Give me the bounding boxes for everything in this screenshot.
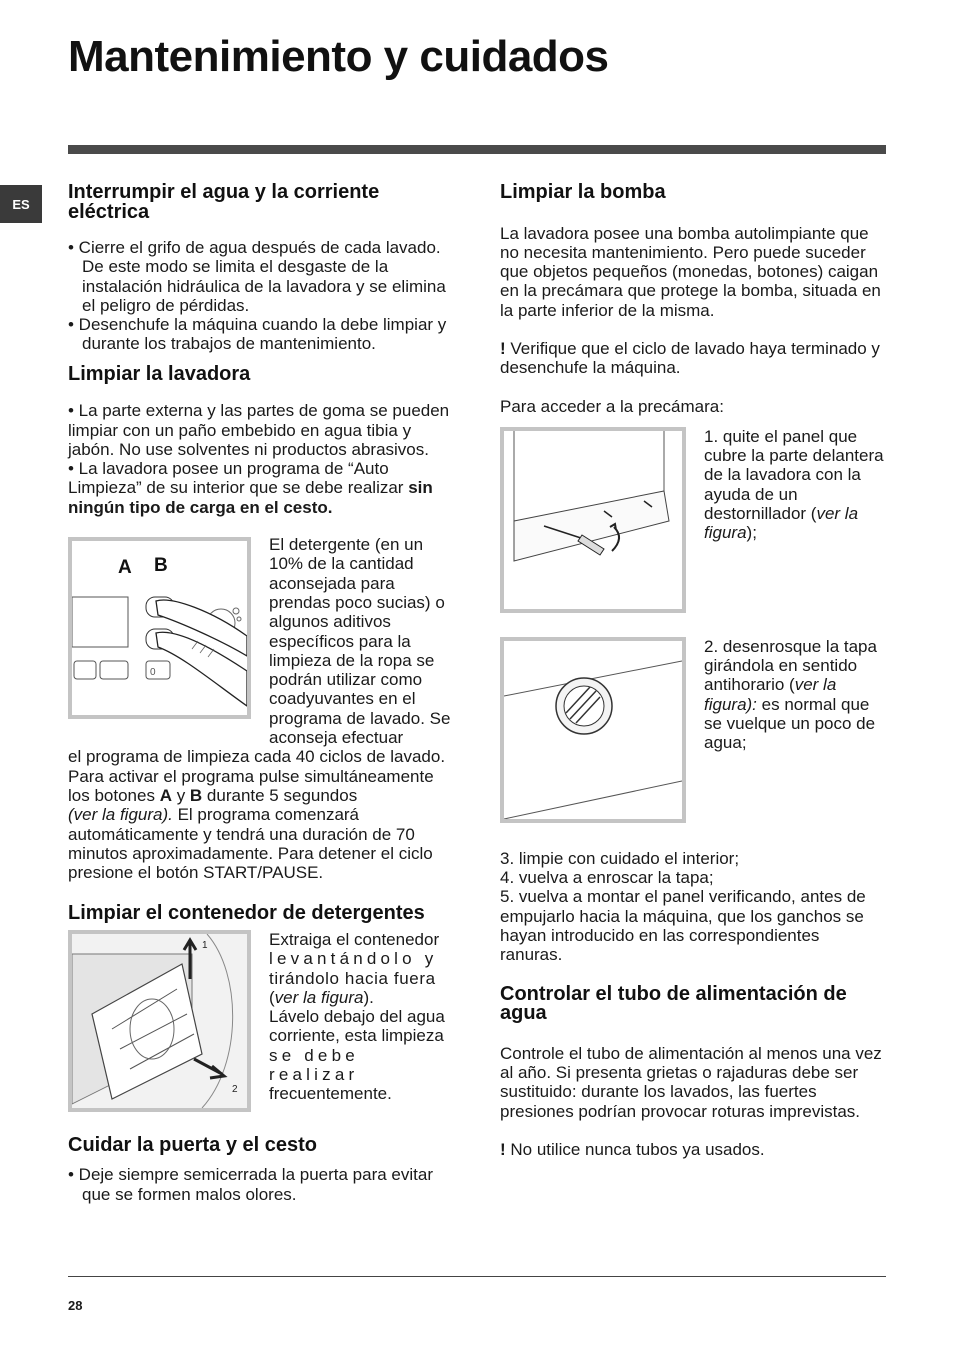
heading-door-drum: Cuidar la puerta y el cesto bbox=[68, 1133, 317, 1156]
figure-buttons-a-b bbox=[68, 537, 251, 719]
clean-washer-p2: • La lavadora posee un programa de “Auto Limpieza” de su interior que se debe realizar sin ningún tipo de carga en el cesto. bbox=[68, 459, 433, 517]
svg-text:0: 0 bbox=[150, 667, 156, 679]
page-title: Mantenimiento y cuidados bbox=[68, 32, 609, 81]
step-5: 5. vuelva a montar el panel verificando, antes de empujarlo hacia la máquina, que los ganchos se hayan introducido en las correspondientes ranuras. bbox=[500, 887, 866, 965]
figure-unscrew-cap bbox=[500, 637, 686, 823]
footer-rule bbox=[68, 1276, 886, 1277]
page-number: 28 bbox=[68, 1298, 83, 1313]
heading-clean-pump: Limpiar la bomba bbox=[500, 181, 666, 203]
figure-step-2: 2 bbox=[232, 1083, 238, 1095]
dispenser-instructions bbox=[269, 930, 454, 1104]
step-1-remove-panel: 1. quite el panel que cubre la parte delantera de la lavadora con la ayuda de un destornillador (ver la figura); bbox=[704, 426, 884, 543]
figure-step-1: 1 bbox=[202, 939, 208, 951]
step-3: 3. limpie con cuidado el interior; bbox=[500, 848, 740, 868]
dispenser-line-6: se debe realizar bbox=[269, 1045, 359, 1084]
dispenser-line-7: frecuentemente. bbox=[269, 1084, 392, 1104]
heading-check-inlet-hose: Controlar el tubo de alimentación de agua bbox=[500, 982, 847, 1025]
language-tab: ES bbox=[0, 185, 42, 223]
figure-detergent-drawer bbox=[68, 930, 251, 1112]
left-column bbox=[68, 183, 454, 1204]
hose-check-text: Controle el tubo de alimentación al menos una vez al año. Si presenta grietas o rajaduras debe ser sustituido: durante los lavados, las fuertes presiones podrían provocar roturas imprevistas. bbox=[500, 1043, 882, 1121]
activate-program-text: Para activar el programa pulse simultáneamente los botones A y B durante 5 segundos (ver la figura). El programa comenzará automáticamente y tendrá una duración de 70 minutos aproximadamente. Para detener el ciclo presione el botón START/PAUSE. bbox=[68, 766, 434, 883]
detergent-note: El detergente (en un 10% de la cantidad aconsejada para prendas poco sucias) o algunos aditivos específicos para la limpieza de la ropa se podrán utilizar como coadyuvantes en el programa de lavado. Se aconseja efectuar bbox=[269, 535, 451, 748]
heading-cut-water-power: Interrumpir el agua y la corriente eléctrica bbox=[68, 181, 380, 223]
bullet-unplug: • Desenchufe la máquina cuando la debe limpiar y durante los trabajos de mantenimiento. bbox=[68, 315, 447, 354]
dispenser-line-1: Extraiga el contenedor bbox=[269, 929, 440, 949]
pump-warning: ! Verifique que el ciclo de lavado haya terminado y desenchufe la máquina. bbox=[500, 338, 880, 378]
clean-washer-p1: • La parte externa y las partes de goma se pueden limpiar con un paño embebido en agua tibia y jabón. No use solventes ni productos abrasivos. bbox=[68, 401, 450, 459]
pump-access: Para acceder a la precámara: bbox=[500, 396, 724, 416]
figure-label-b: B bbox=[154, 555, 168, 577]
dispenser-line-4: (ver la figura). bbox=[269, 987, 374, 1007]
dispenser-line-3: tirándolo hacia fuera bbox=[269, 968, 436, 988]
figure-label-a: A bbox=[118, 557, 132, 579]
title-rule bbox=[68, 145, 886, 154]
figure-remove-panel bbox=[500, 427, 686, 613]
hose-warning: ! No utilice nunca tubos ya usados. bbox=[500, 1139, 765, 1159]
heading-clean-detergent-dispenser: Limpiar el contenedor de detergentes bbox=[68, 902, 425, 925]
step-4: 4. vuelva a enroscar la tapa; bbox=[500, 868, 714, 888]
right-column bbox=[500, 180, 886, 1159]
step-2-unscrew-cap: 2. desenrosque la tapa girándola en sentido antihorario (ver la figura): es normal que se vuelque un poco de agua; bbox=[704, 636, 877, 753]
bullet-close-tap: • Cierre el grifo de agua después de cada lavado. De este modo se limita el desgaste de la instalación hidráulica de la lavadora y se elimina el peligro de pérdidas. bbox=[68, 238, 446, 315]
detergent-note-continued: el programa de limpieza cada 40 ciclos de lavado. bbox=[68, 747, 446, 767]
dispenser-line-2: levantándolo y bbox=[269, 949, 438, 969]
bullet-door-ajar: • Deje siempre semicerrada la puerta para evitar que se formen malos olores. bbox=[68, 1165, 434, 1204]
dispenser-line-5: Lávelo debajo del agua corriente, esta limpieza bbox=[269, 1007, 445, 1046]
heading-clean-washer: Limpiar la lavadora bbox=[68, 362, 251, 385]
pump-intro: La lavadora posee una bomba autolimpiante que no necesita mantenimiento. Pero puede suceder que objetos pequeños (monedas, botones) caigan en la precámara que protege la bomba, situada en la parte inferior de la misma. bbox=[500, 223, 881, 320]
